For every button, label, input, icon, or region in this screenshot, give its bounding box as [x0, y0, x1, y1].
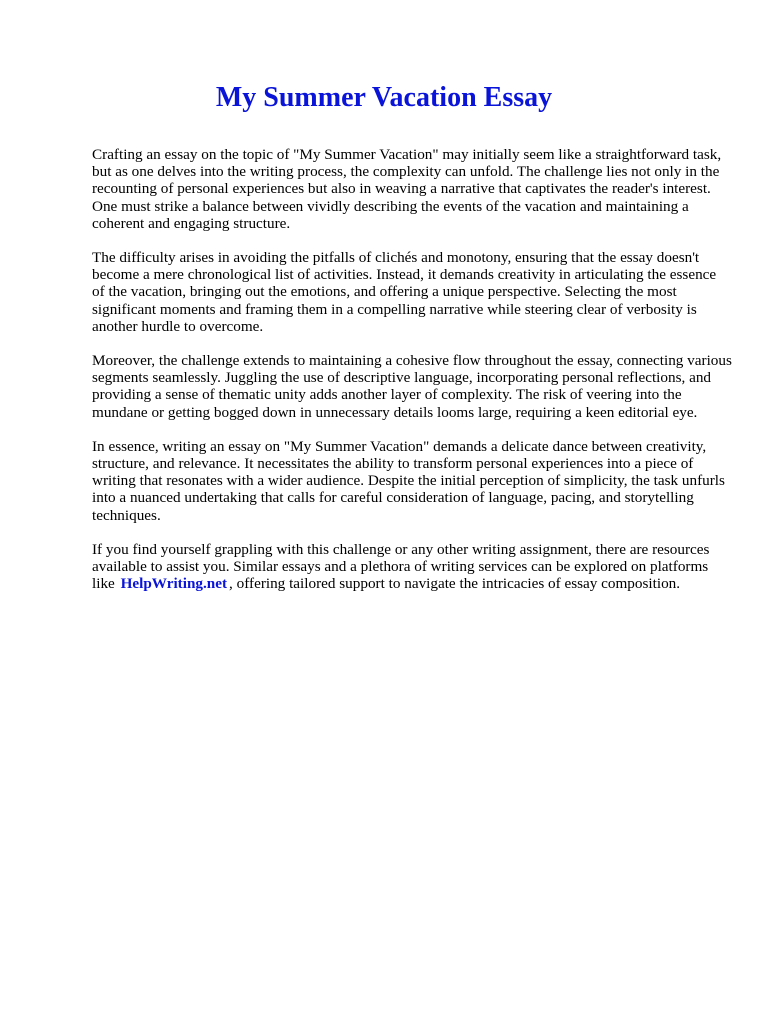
- paragraph-1: Crafting an essay on the topic of "My Summer Vacation" may initially seem like a straightforward task, but as one delves into the writing process, the complexity can unfold. The challenge lies not only in the recounting of personal experiences but also in weaving a narrative that captivates the reader's interest. One must strike a balance between vividly describing the events of the vacation and maintaining a coherent and engaging structure.: [92, 146, 722, 232]
- paragraph-4: In essence, writing an essay on "My Summer Vacation" demands a delicate dance between creativity, structure, and relevance. It necessitates the ability to transform personal experiences into a piece of writing that resonates with a wider audience. Despite the initial perception of simplicity, the task unfurls into a nuanced undertaking that calls for careful consideration of language, pacing, and storytelling techniques.: [92, 437, 725, 524]
- paragraph-2: The difficulty arises in avoiding the pitfalls of clichés and monotony, ensuring that the essay doesn't become a mere chronological list of activities. Instead, it demands creativity in articulating the essence of the vacation, bringing out the emotions, and offering a unique perspective. Selecting the most significant moments and framing them in a compelling narrative while steering clear of verbosity is another hurdle to overcome.: [92, 249, 717, 335]
- helpwriting-link[interactable]: HelpWriting.net: [120, 575, 228, 593]
- paragraph-5-after-link: , offering tailored support to navigate the intricacies of essay composition.: [229, 575, 681, 593]
- paragraph-5-before-link: If you find yourself grappling with this challenge or any other writing assignment, there are resources available to assist you. Similar essays and a plethora of writing services can be explored on platforms like: [92, 540, 710, 593]
- paragraph-3: Moreover, the challenge extends to maintaining a cohesive flow throughout the essay, connecting various segments seamlessly. Juggling the use of descriptive language, incorporating personal reflections, and providing a sense of thematic unity adds another layer of complexity. The risk of veering into the mundane or getting bogged down in unnecessary details looms large, requiring a keen editorial eye.: [92, 352, 732, 421]
- paragraph-5: [92, 541, 732, 593]
- essay-body: [92, 146, 732, 609]
- page-title: My Summer Vacation Essay: [215, 82, 553, 113]
